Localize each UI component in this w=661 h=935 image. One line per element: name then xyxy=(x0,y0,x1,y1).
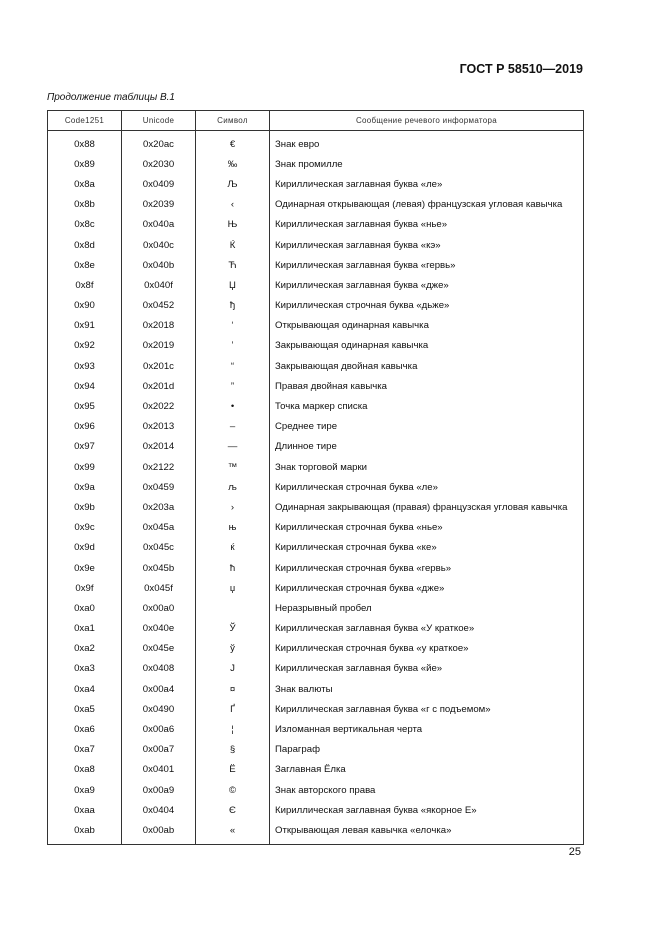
unicode-cell: 0x0409 xyxy=(122,174,196,194)
table-row xyxy=(48,417,584,437)
symbol-cell: ’ xyxy=(196,336,270,356)
table-row xyxy=(48,800,584,820)
message-cell: Знак промилле xyxy=(270,154,584,174)
unicode-cell: 0x2030 xyxy=(122,154,196,174)
symbol-cell: Є xyxy=(196,800,270,820)
code1251-cell: 0xa6 xyxy=(48,719,122,739)
unicode-cell: 0x2013 xyxy=(122,417,196,437)
unicode-cell: 0x2018 xyxy=(122,316,196,336)
message-cell: Знак евро xyxy=(270,131,584,155)
code1251-cell: 0x8b xyxy=(48,195,122,215)
unicode-cell: 0x00ab xyxy=(122,820,196,844)
message-cell: Знак валюты xyxy=(270,679,584,699)
unicode-cell: 0x201d xyxy=(122,376,196,396)
symbol-cell: ¤ xyxy=(196,679,270,699)
unicode-cell: 0x00a0 xyxy=(122,598,196,618)
code1251-cell: 0x8e xyxy=(48,255,122,275)
table-row xyxy=(48,477,584,497)
table-row xyxy=(48,639,584,659)
unicode-cell: 0x0452 xyxy=(122,296,196,316)
symbol-cell: ‰ xyxy=(196,154,270,174)
symbol-cell: ђ xyxy=(196,296,270,316)
code1251-cell: 0xa9 xyxy=(48,780,122,800)
message-cell: Кириллическая заглавная буква «дже» xyxy=(270,275,584,295)
unicode-cell: 0x00a6 xyxy=(122,719,196,739)
unicode-cell: 0x00a4 xyxy=(122,679,196,699)
code1251-cell: 0xa0 xyxy=(48,598,122,618)
message-cell: Кириллическая заглавная буква «якорное Е» xyxy=(270,800,584,820)
table-row xyxy=(48,376,584,396)
message-cell: Кириллическая заглавная буква «гервь» xyxy=(270,255,584,275)
symbol-cell: › xyxy=(196,497,270,517)
code1251-cell: 0x9a xyxy=(48,477,122,497)
symbol-cell: ‘ xyxy=(196,316,270,336)
table-row xyxy=(48,336,584,356)
message-cell: Кириллическая строчная буква «нье» xyxy=(270,518,584,538)
symbol-cell: Ў xyxy=(196,619,270,639)
code1251-cell: 0x89 xyxy=(48,154,122,174)
code1251-cell: 0x9d xyxy=(48,538,122,558)
unicode-cell: 0x2039 xyxy=(122,195,196,215)
message-cell: Кириллическая строчная буква «дже» xyxy=(270,578,584,598)
code1251-cell: 0xa4 xyxy=(48,679,122,699)
symbol-cell: ћ xyxy=(196,558,270,578)
symbol-cell: Ё xyxy=(196,760,270,780)
message-cell: Кириллическая строчная буква «ке» xyxy=(270,538,584,558)
symbol-cell: © xyxy=(196,780,270,800)
unicode-cell: 0x0490 xyxy=(122,699,196,719)
message-cell: Знак авторского права xyxy=(270,780,584,800)
message-cell: Закрывающая одинарная кавычка xyxy=(270,336,584,356)
symbol-cell: – xyxy=(196,417,270,437)
table-row xyxy=(48,457,584,477)
message-cell: Кириллическая строчная буква «гервь» xyxy=(270,558,584,578)
code1251-cell: 0x8d xyxy=(48,235,122,255)
unicode-cell: 0x2122 xyxy=(122,457,196,477)
unicode-cell: 0x00a7 xyxy=(122,740,196,760)
symbol-cell: “ xyxy=(196,356,270,376)
symbol-cell: Ґ xyxy=(196,699,270,719)
symbol-cell xyxy=(196,598,270,618)
table-row xyxy=(48,215,584,235)
symbol-cell: ™ xyxy=(196,457,270,477)
column-header-message: Сообщение речевого информатора xyxy=(270,111,584,131)
code1251-cell: 0x9f xyxy=(48,578,122,598)
unicode-cell: 0x040a xyxy=(122,215,196,235)
message-cell: Открывающая одинарная кавычка xyxy=(270,316,584,336)
table-row xyxy=(48,538,584,558)
unicode-cell: 0x0401 xyxy=(122,760,196,780)
table-row xyxy=(48,235,584,255)
unicode-cell: 0x0408 xyxy=(122,659,196,679)
table-row xyxy=(48,760,584,780)
code1251-cell: 0x99 xyxy=(48,457,122,477)
message-cell: Кириллическая заглавная буква «кэ» xyxy=(270,235,584,255)
table-header-row xyxy=(48,111,584,131)
table-row xyxy=(48,699,584,719)
unicode-cell: 0x00a9 xyxy=(122,780,196,800)
symbol-cell: ќ xyxy=(196,538,270,558)
code1251-cell: 0x8a xyxy=(48,174,122,194)
table-row xyxy=(48,719,584,739)
symbol-cell: Џ xyxy=(196,275,270,295)
symbol-cell: § xyxy=(196,740,270,760)
symbol-cell: ” xyxy=(196,376,270,396)
code1251-cell: 0x9b xyxy=(48,497,122,517)
message-cell: Открывающая левая кавычка «елочка» xyxy=(270,820,584,844)
table-row xyxy=(48,154,584,174)
symbol-cell: • xyxy=(196,396,270,416)
unicode-cell: 0x20ac xyxy=(122,131,196,155)
table-row xyxy=(48,598,584,618)
standard-designation: ГОСТ Р 58510—2019 xyxy=(459,62,583,76)
table-row xyxy=(48,195,584,215)
code1251-cell: 0x97 xyxy=(48,437,122,457)
column-header-unicode: Unicode xyxy=(122,111,196,131)
code1251-cell: 0xaa xyxy=(48,800,122,820)
message-cell: Одинарная открывающая (левая) французская угловая кавычка xyxy=(270,195,584,215)
unicode-cell: 0x040e xyxy=(122,619,196,639)
code1251-cell: 0x9c xyxy=(48,518,122,538)
message-cell: Кириллическая строчная буква «ле» xyxy=(270,477,584,497)
symbol-cell: ‹ xyxy=(196,195,270,215)
table-row xyxy=(48,740,584,760)
message-cell: Среднее тире xyxy=(270,417,584,437)
symbol-cell: Њ xyxy=(196,215,270,235)
message-cell: Кириллическая заглавная буква «ле» xyxy=(270,174,584,194)
table-caption: Продолжение таблицы В.1 xyxy=(47,92,175,103)
code1251-cell: 0x96 xyxy=(48,417,122,437)
message-cell: Параграф xyxy=(270,740,584,760)
message-cell: Кириллическая заглавная буква «г с подъемом» xyxy=(270,699,584,719)
message-cell: Знак торговой марки xyxy=(270,457,584,477)
unicode-cell: 0x201c xyxy=(122,356,196,376)
message-cell: Длинное тире xyxy=(270,437,584,457)
character-table xyxy=(47,110,584,845)
message-cell: Неразрывный пробел xyxy=(270,598,584,618)
table-row xyxy=(48,820,584,844)
unicode-cell: 0x0404 xyxy=(122,800,196,820)
symbol-cell: ¦ xyxy=(196,719,270,739)
code1251-cell: 0x94 xyxy=(48,376,122,396)
code1251-cell: 0x9e xyxy=(48,558,122,578)
message-cell: Правая двойная кавычка xyxy=(270,376,584,396)
symbol-cell: џ xyxy=(196,578,270,598)
code1251-cell: 0x8f xyxy=(48,275,122,295)
message-cell: Одинарная закрывающая (правая) французская угловая кавычка xyxy=(270,497,584,517)
code1251-cell: 0xa8 xyxy=(48,760,122,780)
page-number: 25 xyxy=(568,846,581,858)
table-row xyxy=(48,396,584,416)
message-cell: Закрывающая двойная кавычка xyxy=(270,356,584,376)
code1251-cell: 0xa7 xyxy=(48,740,122,760)
unicode-cell: 0x2019 xyxy=(122,336,196,356)
symbol-cell: € xyxy=(196,131,270,155)
table-row xyxy=(48,174,584,194)
unicode-cell: 0x040b xyxy=(122,255,196,275)
code1251-cell: 0x93 xyxy=(48,356,122,376)
table-row xyxy=(48,255,584,275)
message-cell: Кириллическая заглавная буква «У краткое» xyxy=(270,619,584,639)
code1251-cell: 0xa2 xyxy=(48,639,122,659)
table-row xyxy=(48,679,584,699)
symbol-cell: Ћ xyxy=(196,255,270,275)
symbol-cell: њ xyxy=(196,518,270,538)
table-row xyxy=(48,316,584,336)
unicode-cell: 0x040c xyxy=(122,235,196,255)
code1251-cell: 0xab xyxy=(48,820,122,844)
symbol-cell: Љ xyxy=(196,174,270,194)
table-row xyxy=(48,558,584,578)
table-row xyxy=(48,659,584,679)
unicode-cell: 0x045b xyxy=(122,558,196,578)
unicode-cell: 0x040f xyxy=(122,275,196,295)
message-cell: Кириллическая строчная буква «у краткое» xyxy=(270,639,584,659)
unicode-cell: 0x0459 xyxy=(122,477,196,497)
table-row xyxy=(48,619,584,639)
table-row xyxy=(48,296,584,316)
column-header-symbol: Символ xyxy=(196,111,270,131)
symbol-cell: — xyxy=(196,437,270,457)
code1251-cell: 0x91 xyxy=(48,316,122,336)
table-row xyxy=(48,275,584,295)
code1251-cell: 0xa5 xyxy=(48,699,122,719)
unicode-cell: 0x045e xyxy=(122,639,196,659)
message-cell: Кириллическая строчная буква «дьже» xyxy=(270,296,584,316)
symbol-cell: ў xyxy=(196,639,270,659)
table-row xyxy=(48,518,584,538)
table-row xyxy=(48,497,584,517)
code1251-cell: 0xa1 xyxy=(48,619,122,639)
unicode-cell: 0x2022 xyxy=(122,396,196,416)
table-row xyxy=(48,131,584,155)
message-cell: Кириллическая заглавная буква «нье» xyxy=(270,215,584,235)
unicode-cell: 0x2014 xyxy=(122,437,196,457)
code1251-cell: 0x88 xyxy=(48,131,122,155)
symbol-cell: Ј xyxy=(196,659,270,679)
code1251-cell: 0xa3 xyxy=(48,659,122,679)
message-cell: Кириллическая заглавная буква «йе» xyxy=(270,659,584,679)
table-row xyxy=(48,437,584,457)
unicode-cell: 0x045c xyxy=(122,538,196,558)
message-cell: Изломанная вертикальная черта xyxy=(270,719,584,739)
code1251-cell: 0x90 xyxy=(48,296,122,316)
code1251-cell: 0x92 xyxy=(48,336,122,356)
table-body xyxy=(48,131,584,845)
table-row xyxy=(48,578,584,598)
message-cell: Заглавная Ёлка xyxy=(270,760,584,780)
table-row xyxy=(48,356,584,376)
unicode-cell: 0x203a xyxy=(122,497,196,517)
table-row xyxy=(48,780,584,800)
column-header-code1251: Code1251 xyxy=(48,111,122,131)
code1251-cell: 0x95 xyxy=(48,396,122,416)
unicode-cell: 0x045f xyxy=(122,578,196,598)
symbol-cell: Ќ xyxy=(196,235,270,255)
symbol-cell: « xyxy=(196,820,270,844)
symbol-cell: љ xyxy=(196,477,270,497)
unicode-cell: 0x045a xyxy=(122,518,196,538)
code1251-cell: 0x8c xyxy=(48,215,122,235)
message-cell: Точка маркер списка xyxy=(270,396,584,416)
